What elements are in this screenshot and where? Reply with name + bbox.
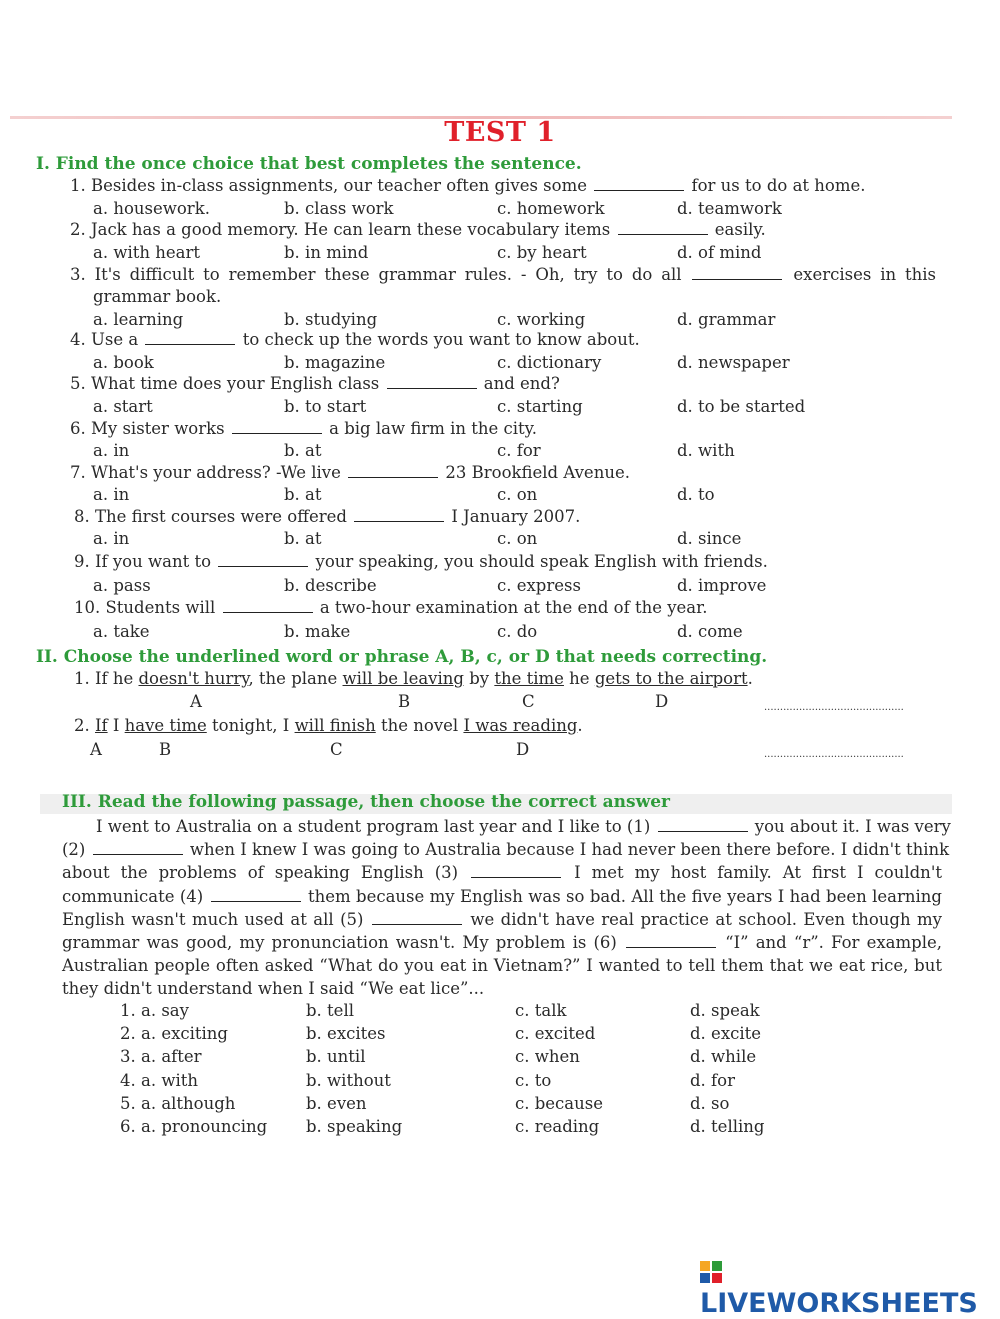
- question-6-option-b[interactable]: b. at: [284, 441, 322, 460]
- reading-passage: [62, 815, 951, 1001]
- blank-6[interactable]: [626, 933, 716, 948]
- question-4-option-b[interactable]: b. magazine: [284, 353, 386, 372]
- error-question-1: [74, 669, 753, 688]
- stem-text: to check up the words you want to know about.: [242, 330, 640, 349]
- stem-text: 3. It's difficult to remember these grammar rules. - Oh, try to do all: [70, 265, 682, 284]
- stem-text: 23 Brookfield Avenue.: [445, 463, 630, 482]
- stem-text: I January 2007.: [451, 507, 581, 526]
- passage-q1-option-d[interactable]: d. speak: [690, 1001, 760, 1020]
- label-c: C: [330, 740, 343, 759]
- question-10-stem: [74, 598, 707, 617]
- passage-q4-option-b[interactable]: b. without: [306, 1070, 391, 1090]
- answer-blank-2[interactable]: ............................................: [764, 749, 904, 760]
- question-6-option-d[interactable]: d. with: [677, 441, 735, 460]
- question-8-stem: [74, 507, 580, 526]
- stem-text: 2. Jack has a good memory. He can learn these vocabulary items: [70, 220, 611, 239]
- answer-blank[interactable]: [387, 374, 477, 389]
- passage-q5-option-a[interactable]: 5. a. although: [120, 1093, 236, 1113]
- question-4-option-a[interactable]: a. book: [93, 353, 154, 372]
- passage-line: [62, 954, 942, 977]
- label-a: A: [190, 692, 202, 711]
- question-4-stem: [70, 330, 640, 349]
- question-8-option-c[interactable]: c. on: [497, 529, 538, 548]
- text: the novel: [375, 716, 464, 735]
- text: we didn't have real practice at school. Even though my: [470, 909, 942, 929]
- answer-blank[interactable]: [354, 507, 444, 522]
- question-8-option-b[interactable]: b. at: [284, 529, 322, 548]
- blank-5[interactable]: [372, 910, 462, 925]
- passage-line: [62, 908, 942, 931]
- passage-q2-option-d[interactable]: d. excite: [690, 1024, 762, 1044]
- question-9-option-d[interactable]: d. improve: [677, 576, 767, 595]
- question-9-option-b[interactable]: b. describe: [284, 576, 377, 595]
- passage-q5-option-b[interactable]: b. even: [306, 1093, 367, 1113]
- passage-q1-option-b[interactable]: b. tell: [306, 1001, 355, 1020]
- passage-q3-option-a[interactable]: 3. a. after: [120, 1047, 202, 1067]
- section-3-heading: III. Read the following passage, then choose the correct answer: [62, 792, 671, 812]
- label-b: B: [398, 692, 411, 711]
- passage-line: [62, 861, 942, 884]
- stem-text: 7. What's your address? -We live: [70, 463, 341, 482]
- text: (2): [62, 840, 86, 860]
- question-6-stem: [70, 419, 537, 438]
- question-1-option-c[interactable]: c. homework: [497, 199, 605, 218]
- answer-blank[interactable]: [232, 419, 322, 434]
- question-2-option-d[interactable]: d. of mind: [677, 243, 762, 262]
- text: 2.: [74, 716, 95, 735]
- blank-2[interactable]: [93, 840, 183, 855]
- label-d: D: [655, 692, 669, 711]
- underlined-b: will be leaving: [342, 669, 464, 688]
- passage-q1-option-c[interactable]: c. talk: [515, 1001, 567, 1020]
- passage-q6-option-b[interactable]: b. speaking: [306, 1117, 403, 1136]
- stem-text: a two-hour examination at the end of the year.: [319, 598, 708, 617]
- stem-text: and end?: [483, 374, 560, 393]
- stem-text: 10. Students will: [74, 598, 216, 617]
- label-b: B: [159, 740, 172, 759]
- text: them because my English was so bad. All the five years I had been learning: [307, 886, 942, 906]
- passage-q6-option-d[interactable]: d. telling: [690, 1117, 765, 1136]
- answer-blank[interactable]: [618, 220, 708, 235]
- passage-q6-option-c[interactable]: c. reading: [515, 1117, 600, 1136]
- text: I: [107, 716, 125, 735]
- stem-text: 8. The first courses were offered: [74, 507, 347, 526]
- stem-text: your speaking, you should speak English with friends.: [315, 552, 768, 571]
- answer-blank[interactable]: [348, 463, 438, 478]
- text: English wasn't much used at all (5): [62, 909, 364, 929]
- stem-text: easily.: [714, 220, 766, 239]
- stem-text: for us to do at home.: [691, 176, 866, 195]
- text: tonight, I: [206, 716, 295, 735]
- question-2-option-c[interactable]: c. by heart: [497, 243, 587, 262]
- question-3-option-a[interactable]: a. learning: [93, 310, 184, 329]
- passage-q6-option-a[interactable]: 6. a. pronouncing: [120, 1117, 268, 1136]
- question-2-option-a[interactable]: a. with heart: [93, 243, 200, 262]
- question-7-option-b[interactable]: b. at: [284, 485, 322, 504]
- underlined-c: the time: [494, 669, 564, 688]
- label-c: C: [522, 692, 535, 711]
- question-7-option-a[interactable]: a. in: [93, 485, 130, 504]
- passage-line: [62, 815, 951, 838]
- passage-q4-option-d[interactable]: d. for: [690, 1070, 735, 1090]
- question-5-stem: [70, 374, 560, 393]
- text: .: [577, 716, 583, 735]
- question-3-option-c[interactable]: c. working: [497, 310, 586, 329]
- text: you about it. I was very: [754, 817, 951, 836]
- question-3-option-b[interactable]: b. studying: [284, 310, 378, 329]
- stem-text: 1. Besides in-class assignments, our teacher often gives some: [70, 176, 587, 195]
- liveworksheets-logo: [700, 1257, 1000, 1319]
- passage-q2-option-b[interactable]: b. excites: [306, 1024, 386, 1044]
- question-5-option-d[interactable]: d. to be started: [677, 397, 806, 416]
- text: I met my host family. At first I couldn't: [574, 863, 942, 883]
- question-10-option-c[interactable]: c. do: [497, 622, 538, 641]
- text: , the plane: [248, 669, 343, 688]
- text: grammar was good, my pronunciation wasn't. My problem is (6): [62, 932, 617, 952]
- answer-blank[interactable]: [145, 330, 235, 345]
- text: they didn't understand when I said “We eat lice”...: [62, 979, 485, 999]
- underlined-d: I was reading: [463, 716, 578, 735]
- section-2-heading: II. Choose the underlined word or phrase A, B, c, or D that needs correcting.: [36, 647, 768, 667]
- logo-mark-icon: [700, 1261, 722, 1283]
- question-7-stem: [70, 463, 630, 482]
- stem-text: 4. Use a: [70, 330, 139, 349]
- underlined-a: doesn't hurry: [138, 669, 249, 688]
- question-5-option-c[interactable]: c. starting: [497, 397, 583, 416]
- question-4-option-d[interactable]: d. newspaper: [677, 353, 790, 372]
- question-10-option-a[interactable]: a. take: [93, 622, 150, 641]
- passage-line: [62, 977, 942, 1000]
- blank-4[interactable]: [211, 887, 301, 902]
- underlined-d: gets to the airport: [594, 669, 748, 688]
- question-4-option-c[interactable]: c. dictionary: [497, 353, 602, 372]
- question-6-option-c[interactable]: c. for: [497, 441, 541, 460]
- stem-text: exercises in this: [793, 265, 936, 284]
- section-1-heading: I. Find the once choice that best completes the sentence.: [36, 154, 582, 174]
- passage-q5-option-c[interactable]: c. because: [515, 1093, 603, 1113]
- stem-text: a big law firm in the city.: [329, 419, 538, 438]
- answer-blank[interactable]: [594, 176, 684, 191]
- underlined-c: will finish: [294, 716, 376, 735]
- question-1-option-b[interactable]: b. class work: [284, 199, 394, 218]
- text: I went to Australia on a student program last year and I like to (1): [96, 817, 651, 836]
- passage-q3-option-b[interactable]: b. until: [306, 1047, 366, 1067]
- text: communicate (4): [62, 886, 204, 906]
- passage-q3-option-c[interactable]: c. when: [515, 1047, 580, 1067]
- question-3-option-d[interactable]: d. grammar: [677, 310, 776, 329]
- error-question-2: [74, 716, 583, 735]
- text: by: [463, 669, 495, 688]
- answer-blank[interactable]: [218, 552, 308, 567]
- blank-1[interactable]: [658, 817, 748, 832]
- passage-q2-option-a[interactable]: 2. a. exciting: [120, 1024, 228, 1044]
- underlined-b: have time: [124, 716, 207, 735]
- question-3-stem: [70, 265, 936, 284]
- question-9-option-a[interactable]: a. pass: [93, 576, 151, 595]
- text: he: [563, 669, 595, 688]
- question-7-option-c[interactable]: c. on: [497, 485, 538, 504]
- label-d: D: [516, 740, 530, 759]
- answer-blank[interactable]: [223, 598, 313, 613]
- question-10-option-b[interactable]: b. make: [284, 622, 351, 641]
- question-5-option-b[interactable]: b. to start: [284, 397, 367, 416]
- text: .: [747, 669, 753, 688]
- passage-q5-option-d[interactable]: d. so: [690, 1093, 730, 1113]
- logo-text: LIVEWORKSHEETS: [700, 1288, 978, 1319]
- label-a: A: [90, 740, 102, 759]
- stem-text: 9. If you want to: [74, 552, 212, 571]
- blank-3[interactable]: [471, 863, 561, 878]
- passage-q3-option-d[interactable]: d. while: [690, 1047, 757, 1067]
- passage-line: [62, 885, 942, 908]
- answer-blank-1[interactable]: ............................................: [764, 702, 904, 713]
- question-7-option-d[interactable]: d. to: [677, 485, 715, 504]
- passage-line: [62, 838, 950, 861]
- text: Australian people often asked “What do you eat in Vietnam?” I wanted to tell them that we eat rice, but: [62, 956, 942, 976]
- stem-text: 5. What time does your English class: [70, 374, 380, 393]
- question-1-option-d[interactable]: d. teamwork: [677, 199, 782, 218]
- question-5-option-a[interactable]: a. start: [93, 397, 153, 416]
- stem-text: 6. My sister works: [70, 419, 225, 438]
- question-8-option-d[interactable]: d. since: [677, 529, 742, 548]
- question-2-stem: [70, 220, 766, 239]
- text: about the problems of speaking English (3): [62, 863, 459, 883]
- question-6-option-a[interactable]: a. in: [93, 441, 130, 460]
- question-3-stem-continued: grammar book.: [93, 287, 222, 306]
- question-2-option-b[interactable]: b. in mind: [284, 243, 369, 262]
- question-9-stem: [74, 552, 768, 571]
- question-10-option-d[interactable]: d. come: [677, 622, 743, 641]
- page-title: TEST 1: [444, 117, 556, 148]
- text: 1. If he: [74, 669, 139, 688]
- answer-blank[interactable]: [692, 265, 782, 280]
- text: when I knew I was going to Australia because I had never been there before. I didn't think: [189, 840, 950, 860]
- passage-q1-option-a[interactable]: 1. a. say: [120, 1001, 189, 1020]
- passage-q2-option-c[interactable]: c. excited: [515, 1024, 596, 1044]
- passage-line: [62, 931, 942, 954]
- passage-q4-option-c[interactable]: c. to: [515, 1070, 552, 1090]
- text: “I” and “r”. For example,: [725, 932, 942, 952]
- passage-q4-option-a[interactable]: 4. a. with: [120, 1070, 198, 1090]
- underlined-a: If: [95, 716, 108, 735]
- question-1-option-a[interactable]: a. housework.: [93, 199, 210, 218]
- question-9-option-c[interactable]: c. express: [497, 576, 581, 595]
- question-1-stem: [70, 176, 866, 195]
- question-8-option-a[interactable]: a. in: [93, 529, 130, 548]
